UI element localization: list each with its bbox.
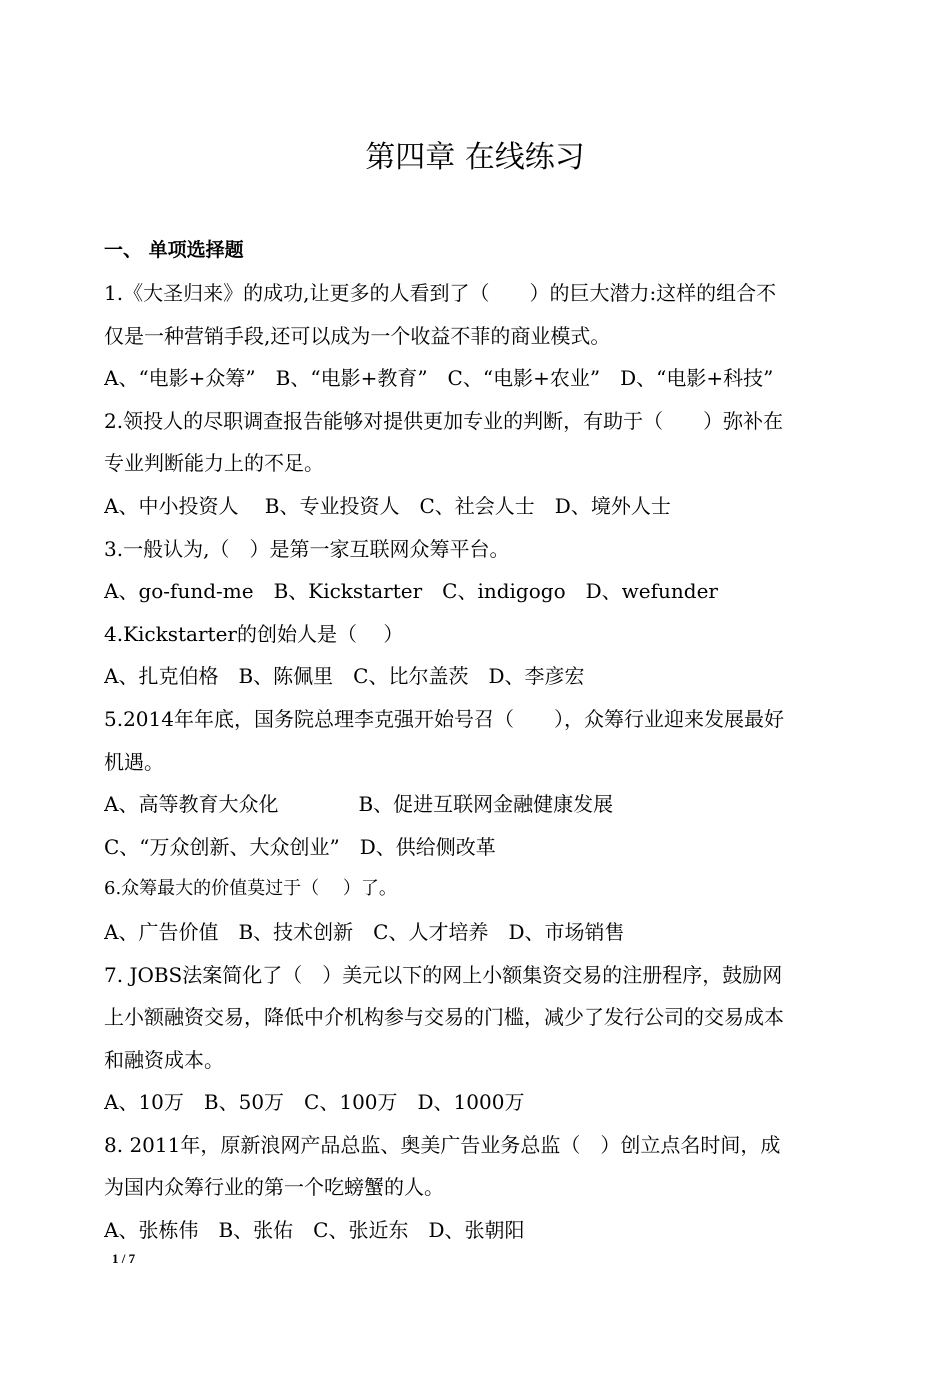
question-7-options: A、10万 B、50万 C、100万 D、1000万 bbox=[104, 1090, 525, 1115]
question-3-options: A、go-fund-me B、Kickstarter C、indigogo D、wefunder bbox=[104, 579, 718, 604]
section-heading: 一、 单项选择题 bbox=[104, 239, 244, 261]
question-6-line-1: 6.众筹最大的价值莫过于（ ）了。 bbox=[104, 878, 397, 900]
question-2-line-1: 2.领投人的尽职调查报告能够对提供更加专业的判断，有助于（ ）弥补在 bbox=[104, 408, 784, 433]
question-7-line-1: 7. JOBS法案简化了（ ）美元以下的网上小额集资交易的注册程序，鼓励网 bbox=[104, 962, 783, 987]
question-8-options: A、张栋伟 B、张佑 C、张近东 D、张朝阳 bbox=[104, 1218, 525, 1243]
question-8-line-2: 为国内众筹行业的第一个吃螃蟹的人。 bbox=[104, 1175, 444, 1200]
question-6-options: A、广告价值 B、技术创新 C、人才培养 D、市场销售 bbox=[104, 919, 625, 944]
question-7-line-2: 上小额融资交易，降低中介机构参与交易的门槛，减少了发行公司的交易成本 bbox=[104, 1005, 784, 1030]
question-5-line-1: 5.2014年年底，国务院总理李克强开始号召（ ），众筹行业迎来发展最好 bbox=[104, 706, 784, 731]
question-4-options: A、扎克伯格 B、陈佩里 C、比尔盖茨 D、李彦宏 bbox=[104, 664, 585, 689]
question-2-line-2: 专业判断能力上的不足。 bbox=[104, 451, 324, 476]
question-5-options-cd: C、“万众创新、大众创业” D、供给侧改革 bbox=[104, 834, 496, 859]
question-5-options-ab: A、高等教育大众化 B、促进互联网金融健康发展 bbox=[104, 792, 614, 817]
question-8-line-1: 8. 2011年，原新浪网产品总监、奥美广告业务总监（ ）创立点名时间，成 bbox=[104, 1132, 781, 1157]
question-2-options: A、中小投资人 B、专业投资人 C、社会人士 D、境外人士 bbox=[104, 493, 671, 518]
question-3-line-1: 3.一般认为,（ ）是第一家互联网众筹平台。 bbox=[104, 536, 510, 561]
question-7-line-3: 和融资成本。 bbox=[104, 1047, 224, 1072]
question-list bbox=[104, 272, 848, 1252]
question-4-line-1: 4.Kickstarter的创始人是（ ） bbox=[104, 621, 404, 646]
page-number: 1 / 7 bbox=[112, 1251, 136, 1266]
question-1-options: A、“电影+众筹” B、“电影+教育” C、“电影+农业” D、“电影+科技” bbox=[104, 366, 774, 391]
question-5-line-2: 机遇。 bbox=[104, 749, 164, 774]
question-1-line-2: 仅是一种营销手段,还可以成为一个收益不菲的商业模式。 bbox=[104, 323, 611, 348]
page-title: 第四章 在线练习 bbox=[365, 140, 585, 175]
question-1-line-1: 1.《大圣归来》的成功,让更多的人看到了（ ）的巨大潜力:这样的组合不 bbox=[104, 281, 777, 305]
